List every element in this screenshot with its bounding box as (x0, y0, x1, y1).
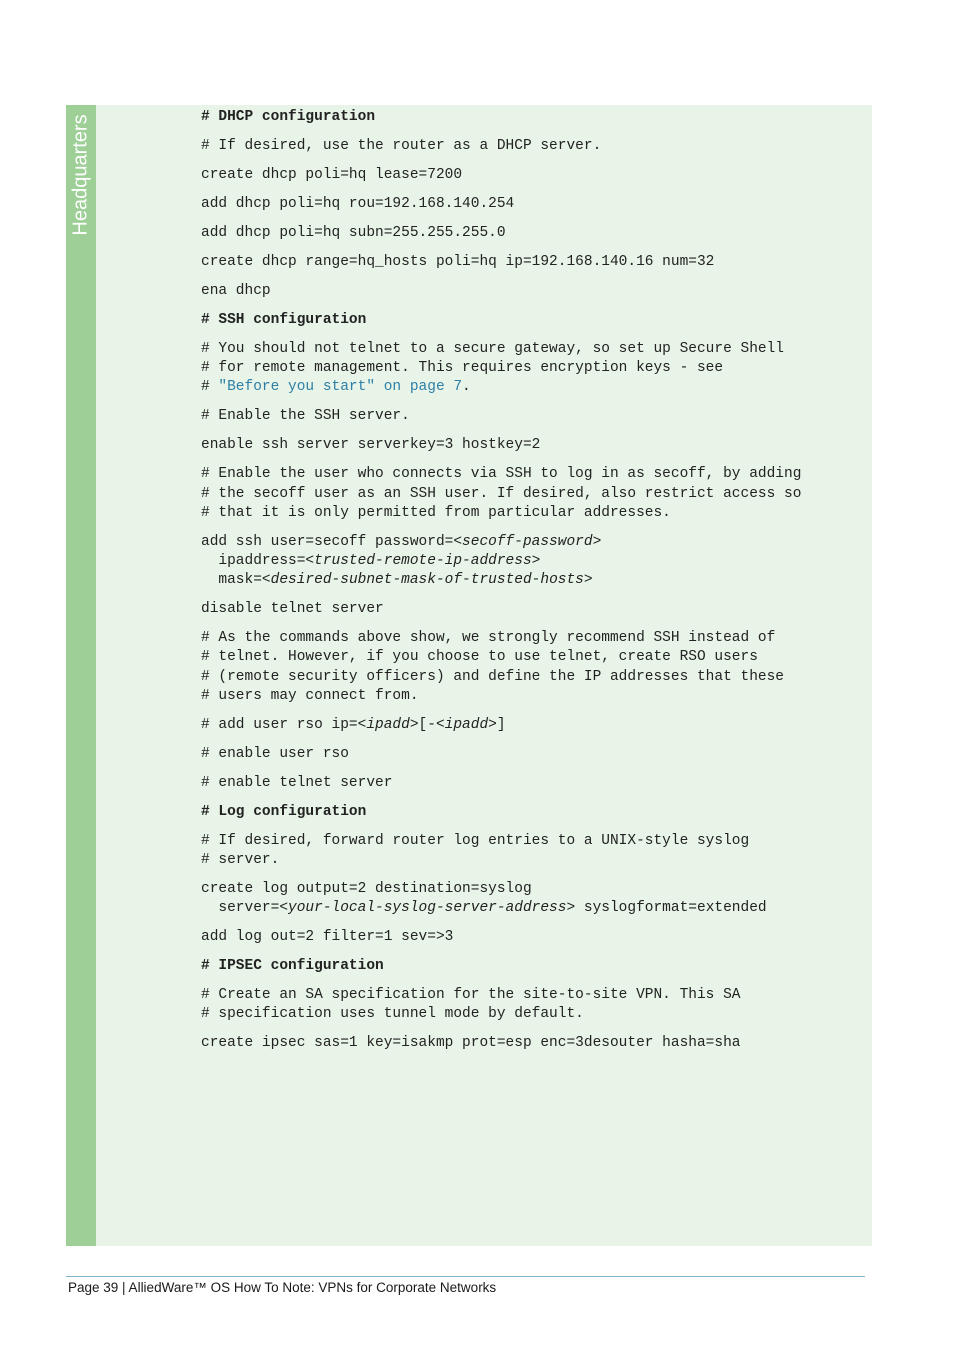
page-footer: Page 39 | AlliedWare™ OS How To Note: VPNs for Corporate Networks (68, 1280, 497, 1295)
code-command: create dhcp range=hq_hosts poli=hq ip=192.168.140.16 num=32 (201, 254, 715, 270)
code-command: ena dhcp (201, 283, 271, 299)
code-command: add log out=2 filter=1 sev=>3 (201, 929, 454, 946)
footer-divider (66, 1276, 865, 1277)
code-comment: # Create an SA specification for the site-to-site VPN. This SA # specification uses tunnel mode by default. (201, 987, 741, 1023)
code-comment: # enable telnet server (201, 774, 393, 791)
code-comment: # Enable the user who connects via SSH to log in as secoff, by adding # the secoff user as an SSH user. If desired, also restrict access so # that it is only permitted from particular addresses. (201, 466, 802, 521)
config-code-listing (201, 108, 871, 1063)
ipsec-heading: # IPSEC configuration (201, 958, 384, 975)
code-command: disable telnet server (201, 601, 384, 618)
code-command: create log output=2 destination=syslog server=<your-local-syslog-server-address> syslogformat=extended (201, 881, 767, 917)
section-label-text: Headquarters (69, 114, 92, 236)
dhcp-heading: # DHCP configuration (201, 109, 376, 125)
code-comment: # You should not telnet to a secure gateway, so set up Secure Shell # for remote management. This requires encryption keys - see # "Before you start" on page 7. (201, 341, 784, 396)
code-comment: # enable user rso (201, 745, 349, 762)
section-side-label (66, 105, 96, 245)
section-side-tab (66, 105, 96, 1246)
log-heading: # Log configuration (201, 803, 367, 820)
code-command: enable ssh server serverkey=3 hostkey=2 (201, 437, 541, 454)
before-you-start-link[interactable]: "Before you start" on page 7 (218, 379, 463, 396)
code-command: create ipsec sas=1 key=isakmp prot=esp enc=3desouter hasha=sha (201, 1035, 741, 1052)
code-comment: # As the commands above show, we strongly recommend SSH instead of # telnet. However, if you choose to use telnet, create RSO users # (remote security officers) and define the IP addresses that these # users may connect from. (201, 630, 784, 704)
code-command: add ssh user=secoff password=<secoff-password> ipaddress=<trusted-remote-ip-address> mask=<desired-subnet-mask-of-trusted-hosts> (201, 533, 602, 589)
ssh-heading: # SSH configuration (201, 312, 367, 328)
code-command: add dhcp poli=hq subn=255.255.255.0 (201, 225, 506, 241)
code-comment: # add user rso ip=<ipadd>[-<ipadd>] (201, 716, 506, 733)
code-comment: # If desired, forward router log entries to a UNIX-style syslog # server. (201, 832, 750, 869)
code-comment: # If desired, use the router as a DHCP server. (201, 138, 602, 154)
code-comment: # Enable the SSH server. (201, 408, 410, 425)
code-command: create dhcp poli=hq lease=7200 (201, 167, 463, 183)
code-command: add dhcp poli=hq rou=192.168.140.254 (201, 196, 515, 212)
